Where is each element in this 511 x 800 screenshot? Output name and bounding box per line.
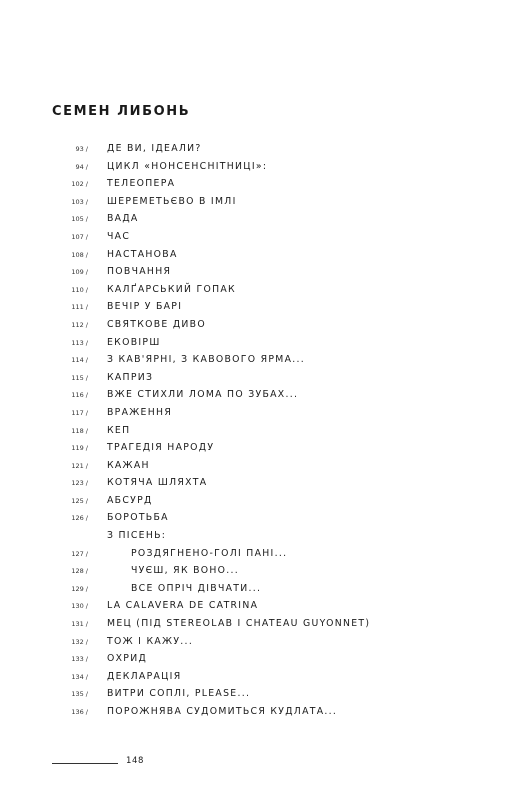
toc-title: КЕП (107, 424, 131, 436)
toc-entry (0, 246, 511, 264)
toc-entry (0, 545, 511, 563)
toc-title: ВЖЕ СТИХЛИ ЛОМА ПО ЗУБАХ... (107, 389, 299, 401)
toc-entry (0, 228, 511, 246)
toc-title: ТЕЛЕОПЕРА (107, 178, 176, 190)
toc-page-number: 107 / (71, 232, 88, 241)
toc-page-number: 127 / (71, 549, 88, 558)
toc-page-number: 129 / (71, 584, 88, 593)
toc-entry (0, 210, 511, 228)
toc-title: МЕЦ (ПІД STEREOLAB І CHATEAU GUYONNET) (107, 618, 371, 630)
toc-title: КОТЯЧА ШЛЯХТА (107, 477, 208, 489)
toc-page-number: 118 / (71, 426, 88, 435)
toc-title: ШЕРЕМЕТЬЄВО В ІМЛІ (107, 195, 237, 207)
toc-entry (0, 650, 511, 668)
toc-entry (0, 386, 511, 404)
toc-title: БОРОТЬБА (107, 512, 169, 524)
toc-title: ВАДА (107, 213, 139, 225)
toc-title: КАЛҐАРСЬКИЙ ГОПАК (107, 283, 236, 295)
toc-title: НАСТАНОВА (107, 248, 178, 260)
toc-title: З ПІСЕНЬ: (107, 530, 167, 542)
toc-entry (0, 316, 511, 334)
toc-title: ВЕЧІР У БАРІ (107, 301, 183, 313)
toc-entry (0, 527, 511, 545)
toc-page-number: 121 / (71, 461, 88, 470)
toc-entry (0, 492, 511, 510)
toc-page-number: 125 / (71, 496, 88, 505)
toc-page-number: 133 / (71, 655, 88, 664)
toc-entry (0, 140, 511, 158)
toc-entry (0, 580, 511, 598)
toc-title: LA CALAVERA DE CATRINA (107, 600, 259, 612)
toc-entry (0, 685, 511, 703)
toc-title: ЦИКЛ «НОНСЕНСНІТНИЦІ»: (107, 160, 268, 172)
footer-rule (52, 763, 118, 764)
toc-page-number: 128 / (71, 567, 88, 576)
toc-entry (0, 562, 511, 580)
toc-title: АБСУРД (107, 494, 153, 506)
toc-title: ДЕ ВИ, ІДЕАЛИ? (107, 143, 202, 154)
toc-page-number: 126 / (71, 514, 88, 523)
toc-title: КАПРИЗ (107, 371, 154, 383)
toc-page-number: 93 / (75, 145, 88, 153)
page-number: 148 (126, 756, 145, 766)
toc-page-number: 105 / (71, 215, 88, 224)
toc-title: ЧУЄШ, ЯК ВОНО... (131, 565, 240, 577)
toc-entry (0, 175, 511, 193)
toc-page-number: 102 / (71, 180, 88, 189)
toc-entry (0, 263, 511, 281)
toc-page-number: 109 / (71, 268, 88, 277)
toc-entry (0, 597, 511, 615)
toc-entry (0, 615, 511, 633)
toc-page-number: 94 / (75, 162, 88, 171)
toc-title: ВИТРИ СОПЛІ, PLEASE... (107, 688, 251, 700)
toc-title: З КАВ'ЯРНІ, З КАВОВОГО ЯРМА... (107, 354, 306, 366)
toc-entry (0, 281, 511, 299)
toc-title: ВСЕ ОПРІЧ ДІВЧАТИ... (131, 582, 262, 594)
toc-page-number: 135 / (71, 690, 88, 699)
toc-page-number: 103 / (71, 197, 88, 206)
toc-entry (0, 703, 511, 721)
toc-entry (0, 668, 511, 686)
toc-title: ВРАЖЕННЯ (107, 406, 173, 418)
toc-title: ДЕКЛАРАЦІЯ (107, 670, 182, 682)
toc-page-number: 119 / (71, 444, 88, 453)
toc-page-number: 110 / (71, 285, 88, 294)
toc-title: ЕКОВІРШ (107, 336, 161, 348)
toc-page-number: 115 / (71, 373, 88, 382)
toc-page-number: 112 / (71, 320, 88, 329)
author-heading: СЕМЕН ЛИБОНЬ (52, 104, 191, 119)
toc-entry (0, 369, 511, 387)
toc-page-number: 131 / (71, 620, 88, 629)
toc-title: ЧАС (107, 230, 131, 242)
toc-title: ОХРИД (107, 653, 148, 665)
toc-entry (0, 509, 511, 527)
toc-entry (0, 439, 511, 457)
toc-entry (0, 474, 511, 492)
toc-title: СВЯТКОВЕ ДИВО (107, 318, 206, 330)
toc-page-number: 132 / (71, 637, 88, 646)
toc-title: ПОВЧАННЯ (107, 266, 172, 278)
toc-title: ПОРОЖНЯВА СУДОМИТЬСЯ КУДЛАТА... (107, 706, 338, 717)
toc-title: РОЗДЯГНЕНО-ГОЛІ ПАНІ... (131, 547, 288, 559)
toc-page-number: 111 / (71, 303, 88, 312)
toc-entry (0, 633, 511, 651)
toc-entry (0, 193, 511, 211)
toc-page-number: 130 / (71, 602, 88, 611)
toc-title: КАЖАН (107, 459, 150, 471)
toc-page-number: 134 / (71, 672, 88, 681)
toc-page-number: 117 / (71, 408, 88, 417)
toc-entry (0, 351, 511, 369)
toc-page-number: 116 / (71, 391, 88, 400)
toc-entry (0, 334, 511, 352)
toc-page-number: 114 / (71, 356, 88, 365)
toc-title: ТОЖ І КАЖУ... (107, 635, 194, 647)
table-of-contents (0, 140, 511, 721)
toc-page-number: 108 / (71, 250, 88, 259)
toc-entry (0, 298, 511, 316)
toc-entry (0, 422, 511, 440)
toc-title: ТРАГЕДІЯ НАРОДУ (107, 442, 215, 454)
toc-page-number: 123 / (71, 479, 88, 488)
toc-page-number: 136 / (71, 708, 88, 716)
toc-page-number: 113 / (71, 338, 88, 347)
toc-entry (0, 404, 511, 422)
toc-entry (0, 457, 511, 475)
toc-entry (0, 158, 511, 176)
